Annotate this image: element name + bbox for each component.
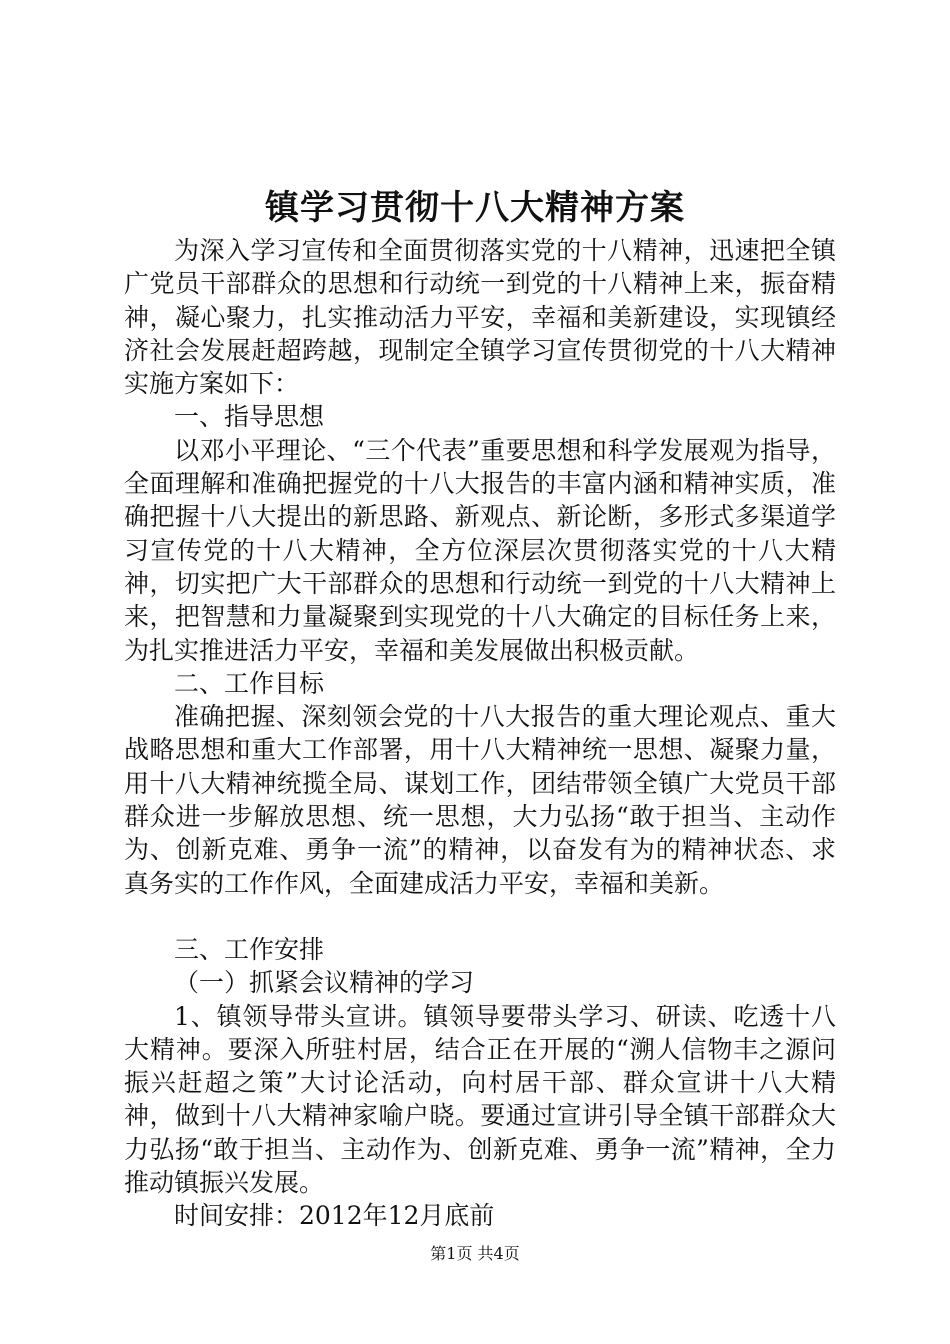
document-body (124, 234, 836, 1233)
work-goals-paragraph: 准确把握、深刻领会党的十八大报告的重大理论观点、重大战略思想和重大工作部署，用十八大精神统一思想、凝聚力量，用十八大精神统揽全局、谋划工作，团结带领全镇广大党员干部群众进一步解放思想、统一思想，大力弘扬“敢于担当、主动作为、创新克难、勇争一流”的精神，以奋发有为的精神状态、求真务实的工作作风，全面建成活力平安，幸福和美新。 (124, 702, 836, 898)
guiding-ideology-paragraph: 以邓小平理论、“三个代表”重要思想和科学发展观为指导，全面理解和准确把握党的十八大报告的丰富内涵和精神实质，准确把握十八大提出的新思路、新观点、新论断，多形式多渠道学习宣传党的十八大精神，全方位深层次贯彻落实党的十八大精神，切实把广大干部群众的思想和行动统一到党的十八大精神上来，把智慧和力量凝聚到实现党的十八大确定的目标任务上来，为扎实推进活力平安，幸福和美发展做出积极贡献。 (124, 435, 836, 665)
blank-line (124, 900, 836, 933)
section-heading-guiding-ideology: 一、指导思想 (174, 402, 325, 432)
section-heading-work-arrangements: 三、工作安排 (174, 934, 325, 964)
schedule-paragraph: 时间安排：2012年12月底前 (174, 1201, 495, 1231)
document-title: 镇学习贯彻十八大精神方案 (265, 188, 685, 228)
intro-paragraph: 为深入学习宣传和全面贯彻落实党的十八精神，迅速把全镇广党员干部群众的思想和行动统一到党的十八精神上来，振奋精神，凝心聚力，扎实推动活力平安，幸福和美新建设，实现镇经济社会发展赶超跨越，现制定全镇学习宣传贯彻党的十八大精神实施方案如下： (124, 236, 836, 399)
leaders-lecture-paragraph: 1、镇领导带头宣讲。镇领导要带头学习、研读、吃透十八大精神。要深入所驻村居，结合正在开展的“溯人信物丰之源问振兴赶超之策”大讨论活动，向村居干部、群众宣讲十八大精神，做到十八大精神家喻户晓。要通过宣讲引导全镇干部群众大力弘扬“敢于担当、主动作为、创新克难、勇争一流”精神，全力推动镇振兴发展。 (124, 1001, 836, 1198)
section-heading-work-goals: 二、工作目标 (174, 668, 325, 698)
page-footer: 第1页 共4页 (430, 1244, 520, 1263)
subsection-heading-meeting-study: （一）抓紧会议精神的学习 (174, 968, 475, 998)
